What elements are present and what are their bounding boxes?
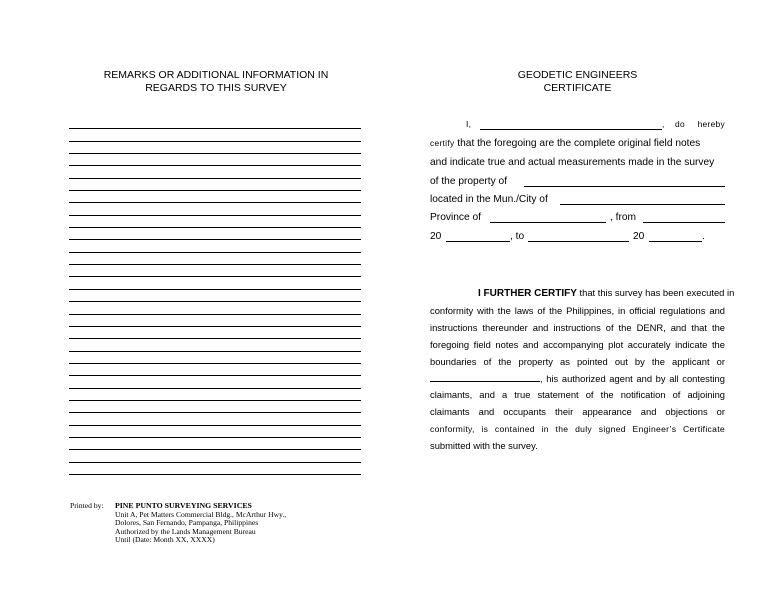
to-date-field[interactable] <box>528 232 629 242</box>
applicant-field[interactable] <box>430 372 540 382</box>
cert-row-1 <box>430 138 725 149</box>
address-line-2: Dolores, San Fernando, Pampanga, Philippines <box>115 518 259 528</box>
cert-row-property <box>430 176 725 187</box>
remarks-line[interactable] <box>69 240 361 252</box>
cert-row-dates <box>430 231 725 242</box>
cert-row-province <box>430 212 725 223</box>
remarks-line[interactable] <box>69 302 361 314</box>
further-line1-text: that this survey has been executed in <box>579 287 735 298</box>
cert-row-located <box>430 194 725 205</box>
i-label: I, <box>466 119 472 129</box>
further-line-1 <box>430 285 735 303</box>
remarks-line[interactable] <box>69 154 361 166</box>
further-line-8: claimants and occupants their appearance and objections or <box>430 406 725 418</box>
engineer-name-field[interactable] <box>480 120 662 130</box>
remarks-line[interactable] <box>69 413 361 425</box>
further-line-2: conformity with the laws of the Philippines, in official regulations and <box>430 304 725 316</box>
remarks-line[interactable] <box>69 142 361 154</box>
remarks-writing-lines[interactable] <box>69 117 361 475</box>
municipality-field[interactable] <box>560 195 725 205</box>
cert-row-2 <box>430 157 725 168</box>
remarks-title-line2: REGARDS TO THIS SURVEY <box>145 82 287 94</box>
cert-line2-text: and indicate true and actual measurements made in the survey <box>430 157 715 168</box>
remarks-line[interactable] <box>69 376 361 388</box>
remarks-line[interactable] <box>69 203 361 215</box>
further-line-3: instructions thereunder and instructions of the DENR, and that the <box>430 321 725 333</box>
to-label: , to <box>510 231 525 242</box>
remarks-title <box>70 69 362 95</box>
further-line-7: claimants, and a true statement of the notification of adjoining <box>430 389 725 401</box>
authorization-line: Authorized by the Lands Management Bureau <box>115 526 256 536</box>
located-label: located in the Mun./City of <box>430 194 548 205</box>
from-date-field[interactable] <box>643 213 725 223</box>
remarks-line[interactable] <box>69 438 361 450</box>
address-line-1: Unit A, Pet Matters Commercial Bldg., McArthur Hwy., <box>115 509 287 519</box>
year-prefix-2: 20 <box>633 231 645 242</box>
comma: , <box>662 119 665 129</box>
certificate-title-line2: CERTIFICATE <box>543 82 612 94</box>
further-line-4: foregoing field notes and accompanying plot accurately indicate the <box>430 338 725 350</box>
remarks-line[interactable] <box>69 352 361 364</box>
remarks-line[interactable] <box>69 463 361 475</box>
remarks-line[interactable] <box>69 339 361 351</box>
remarks-line[interactable] <box>69 327 361 339</box>
company-name: PINE PUNTO SURVEYING SERVICES <box>115 501 252 510</box>
period: . <box>702 231 705 242</box>
cert-line1-text: that the foregoing are the complete original field notes <box>457 138 701 149</box>
remarks-line[interactable] <box>69 117 361 129</box>
remarks-line[interactable] <box>69 277 361 289</box>
certificate-title <box>430 69 725 95</box>
remarks-line[interactable] <box>69 426 361 438</box>
property-owner-field[interactable] <box>524 177 725 187</box>
remarks-line[interactable] <box>69 216 361 228</box>
remarks-line[interactable] <box>69 450 361 462</box>
province-field[interactable] <box>490 213 606 223</box>
printer-info <box>115 502 286 545</box>
property-label: of the property of <box>430 176 508 187</box>
remarks-line[interactable] <box>69 401 361 413</box>
remarks-title-line1: REMARKS OR ADDITIONAL INFORMATION IN <box>103 69 329 81</box>
province-label: Province of <box>430 212 481 223</box>
further-certify-paragraph <box>430 285 735 455</box>
remarks-line[interactable] <box>69 290 361 302</box>
remarks-line[interactable] <box>69 179 361 191</box>
remarks-line[interactable] <box>69 166 361 178</box>
certify-word: certify <box>430 138 455 148</box>
remarks-line[interactable] <box>69 315 361 327</box>
printed-by-label: Printed by: <box>70 501 104 510</box>
further-line-5: boundaries of the property as pointed out by the applicant or <box>430 355 725 367</box>
remarks-line[interactable] <box>69 228 361 240</box>
year-prefix: 20 <box>430 231 442 242</box>
do-hereby-text: do hereby <box>675 119 725 129</box>
remarks-line[interactable] <box>69 129 361 141</box>
validity-line: Until (Date: Month XX, XXXX) <box>115 535 215 545</box>
remarks-line[interactable] <box>69 191 361 203</box>
remarks-line[interactable] <box>69 364 361 376</box>
further-line6-text: , his authorized agent and by all contesting <box>540 372 725 384</box>
further-lead: I FURTHER CERTIFY <box>478 288 577 299</box>
further-line-10: submitted with the survey. <box>430 440 538 452</box>
remarks-line[interactable] <box>69 265 361 277</box>
from-label: , from <box>610 212 637 223</box>
certificate-title-line1: GEODETIC ENGINEERS <box>517 69 638 81</box>
to-year-field[interactable] <box>649 232 702 242</box>
from-year-field[interactable] <box>446 232 510 242</box>
further-line-9: conformity, is contained in the duly signed Engineer’s Certificate <box>430 424 725 435</box>
remarks-line[interactable] <box>69 389 361 401</box>
remarks-line[interactable] <box>69 253 361 265</box>
further-line-6 <box>430 371 725 388</box>
